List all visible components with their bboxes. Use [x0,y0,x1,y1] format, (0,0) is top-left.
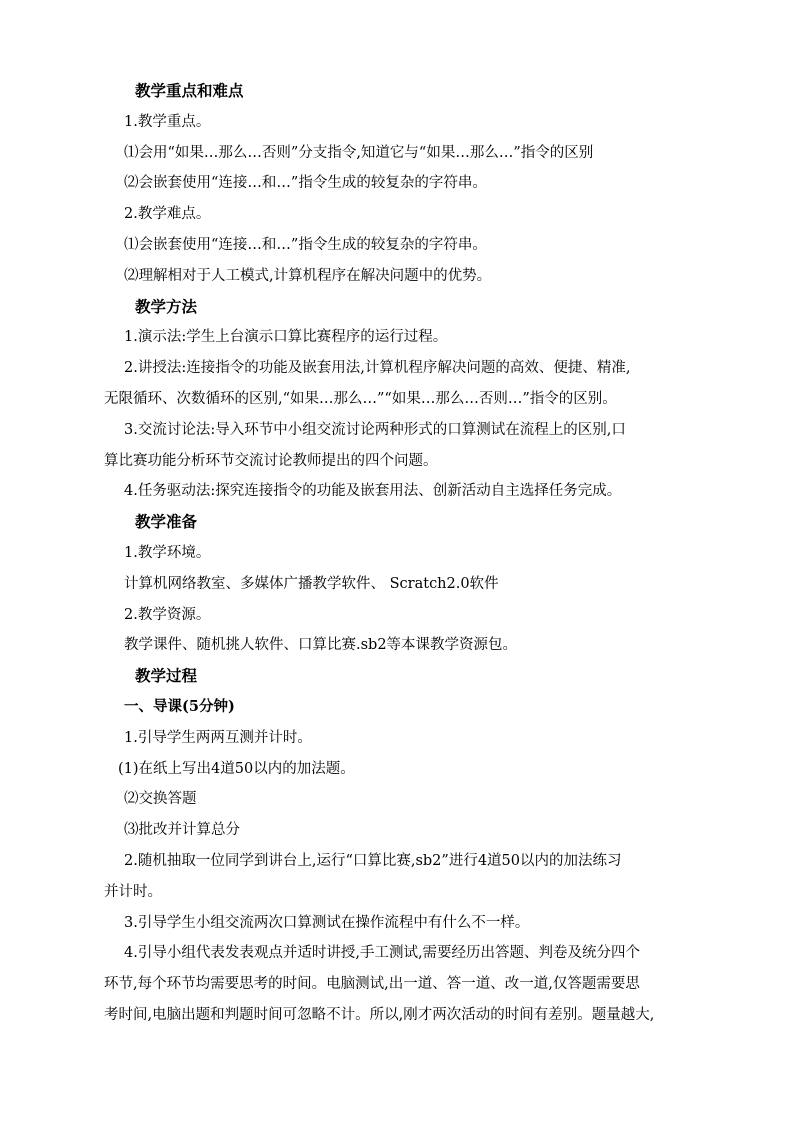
heading-preparation: 教学准备 [135,512,198,532]
paragraph-line: 1.引导学生两两互测并计时。 [124,729,312,746]
paragraph-line: 算比赛功能分析环节交流讨论教师提出的四个问题。 [104,452,438,469]
paragraph-line: 3.交流讨论法:导入环节中小组交流讨论两种形式的口算测试在流程上的区别,口 [124,421,626,438]
paragraph-line: 3.引导学生小组交流两次口算测试在操作流程中有什么不一样。 [124,914,530,931]
document-body [104,76,700,1031]
paragraph-line: 并计时。 [104,883,162,900]
paragraph-line: 1.教学重点。 [124,113,211,130]
paragraph-line: 考时间,电脑出题和判题时间可忽略不计。所以,刚才两次活动的时间有差别。题量越大, [104,1006,655,1023]
paragraph-line: 环节,每个环节均需要思考的时间。电脑测试,出一道、答一道、改一道,仅答题需要思 [104,976,640,993]
paragraph-line: ⑵交换答题 [124,791,197,808]
paragraph-line: 无限循环、次数循环的区别,“如果…那么…”“如果…那么…否则…”指令的区别。 [104,390,617,407]
heading-methods: 教学方法 [135,296,198,316]
paragraph-line: 4.引导小组代表发表观点并适时讲授,手工测试,需要经历出答题、判卷及统分四个 [124,945,641,962]
heading-key-points: 教学重点和难点 [135,81,244,100]
paragraph-line: 1.教学环境。 [124,544,211,561]
paragraph-line: ⑴会嵌套使用“连接…和…”指令生成的较复杂的字符串。 [124,236,487,253]
paragraph-line: (1)在纸上写出4道50以内的加法题。 [118,760,355,777]
paragraph-line: ⑴会用“如果…那么…否则”分支指令,知道它与“如果…那么…”指令的区别 [124,144,594,161]
paragraph-line: 2.教学资源。 [124,606,211,623]
paragraph-line: 计算机网络教室、多媒体广播教学软件、 Scratch2.0软件 [124,575,499,592]
heading-process: 教学过程 [135,666,198,686]
paragraph-line: 教学课件、随机挑人软件、口算比赛.sb2等本课教学资源包。 [124,637,518,654]
paragraph-line: ⑵会嵌套使用“连接…和…”指令生成的较复杂的字符串。 [124,175,487,192]
subheading-intro: 一、导课(5分钟) [124,697,235,715]
paragraph-line: 1.演示法:学生上台演示口算比赛程序的运行过程。 [124,329,448,346]
paragraph-line: 2.随机抽取一位同学到讲台上,运行“口算比赛,sb2”进行4道50以内的加法练习 [124,852,622,869]
paragraph-line: 2.讲授法:连接指令的功能及嵌套用法,计算机程序解决问题的高效、便捷、精准, [124,360,631,377]
paragraph-line: 2.教学难点。 [124,206,211,223]
paragraph-line: 4.任务驱动法:探究连接指令的功能及嵌套用法、创新活动自主选择任务完成。 [124,483,622,500]
paragraph-line: ⑶批改并计算总分 [124,822,240,839]
paragraph-line: ⑵理解相对于人工模式,计算机程序在解决问题中的优势。 [124,267,492,284]
